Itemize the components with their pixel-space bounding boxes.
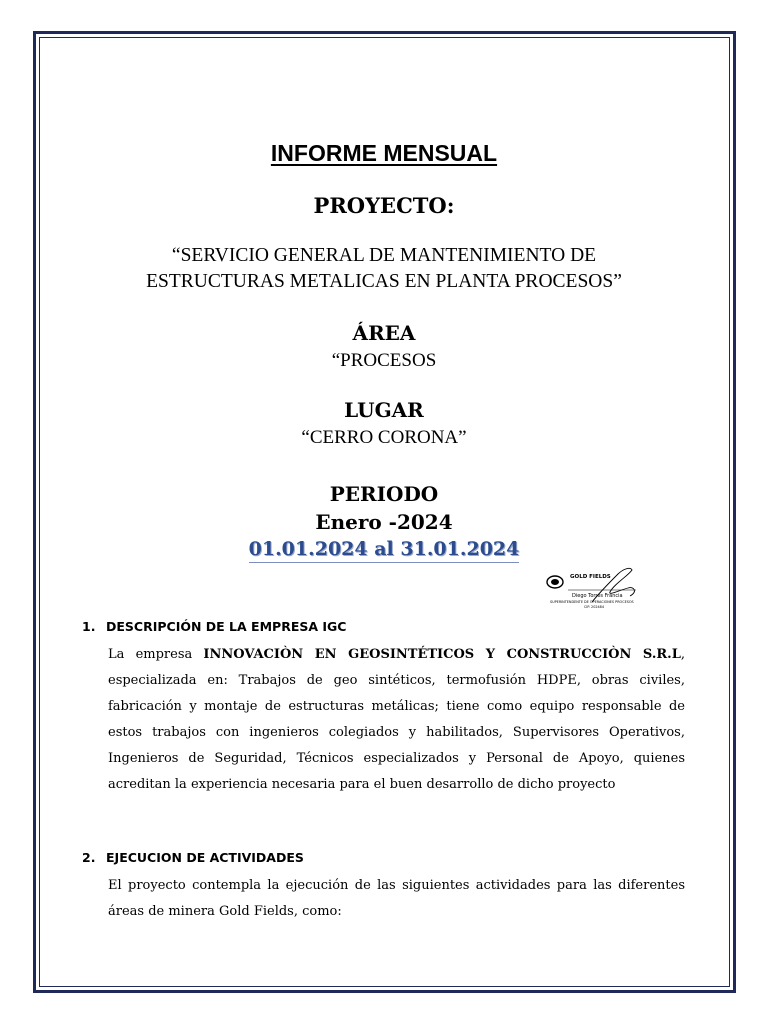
section-2-heading — [82, 850, 304, 865]
place-heading: LUGAR — [344, 398, 424, 422]
project-name-line1: “SERVICIO GENERAL DE MANTENIMIENTO DE — [171, 245, 597, 266]
period-heading: PERIODO — [329, 482, 439, 506]
stamp-id: CIP. 202484 — [584, 605, 604, 609]
area-value: “PROCESOS — [331, 350, 437, 371]
company-name: INNOVACIÒN EN GEOSINTÉTICOS Y CONSTRUCCIÒN S.R.L — [203, 647, 681, 662]
stamp-position: SUPERINTENDENTE DE OPERACIONES PROCESOS — [550, 600, 634, 604]
section-1-heading — [82, 619, 346, 634]
place-value: “CERRO CORONA” — [301, 427, 467, 448]
period-dates-text: 01.01.2024 al 31.01.2024 — [249, 538, 520, 563]
section-1-number: 1. — [82, 619, 96, 634]
section-1-title: DESCRIPCIÓN DE LA EMPRESA IGC — [106, 619, 347, 634]
section-1-paragraph: La empresa INNOVACIÒN EN GEOSINTÉTICOS Y CONSTRUCCIÒN S.R.L, especializada en: Trabajos de geo sintéticos, termofusión HDPE, obras civiles, fabricación y montaje de estructuras metálicas; tiene como equipo responsable de estos trabajos con ingenieros colegiados y habilitados, Supervisores Operativos, Ingenieros de Seguridad, Técnicos especializados y Personal de Apoyo, quienes acreditan la experiencia necesaria para el buen desarrollo de dicho proyecto — [108, 647, 685, 792]
area-heading: ÁREA — [352, 321, 416, 345]
stamp-company: GOLD FIELDS — [570, 574, 611, 580]
section-2-title: EJECUCION DE ACTIVIDADES — [106, 850, 304, 865]
section-2-paragraph: El proyecto contempla la ejecución de las siguientes actividades para las diferentes áreas de minera Gold Fields, como: — [108, 878, 685, 919]
stamp-name: Diego Torres Francia — [572, 593, 623, 599]
period-month: Enero -2024 — [315, 510, 453, 534]
project-heading: PROYECTO: — [313, 193, 455, 218]
signature-stamp — [540, 562, 650, 612]
period-dates — [0, 538, 768, 560]
report-title: INFORME MENSUAL — [270, 140, 498, 166]
section-2-number: 2. — [82, 850, 96, 865]
project-name — [0, 243, 768, 295]
project-name-line2: ESTRUCTURAS METALICAS EN PLANTA PROCESOS” — [146, 271, 622, 292]
